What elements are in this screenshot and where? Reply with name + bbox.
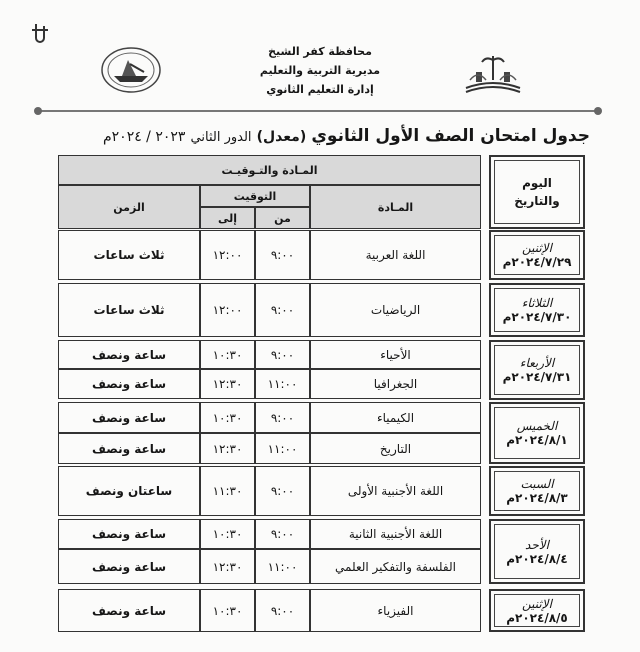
header-from-label: من	[274, 211, 291, 225]
to-cell	[200, 466, 255, 516]
duration-cell-text: ساعة ونصف	[91, 603, 167, 618]
day-name: الخميس	[516, 419, 558, 433]
to-cell-text: ١٢:٠٠	[212, 303, 243, 317]
from-cell	[255, 519, 310, 549]
governorate-logo-icon	[458, 50, 528, 96]
subject-cell-text: الأحياء	[380, 347, 411, 362]
title-main: جدول امتحان الصف الأول الثانوي	[311, 126, 590, 146]
letterhead	[230, 42, 410, 99]
day-date-cell	[489, 466, 585, 516]
day-date-cell	[489, 230, 585, 280]
header-timing-label: التوقيت	[233, 189, 277, 203]
subject-cell-text: الفلسفة والتفكير العلمي	[335, 559, 456, 574]
subject-cell	[310, 549, 481, 584]
duration-cell	[58, 549, 200, 584]
subject-cell-text: الفيزياء	[377, 603, 414, 618]
day-name: الإثنين	[522, 241, 552, 255]
from-cell	[255, 466, 310, 516]
header-timing	[200, 185, 310, 207]
from-cell	[255, 283, 310, 337]
duration-cell	[58, 230, 200, 280]
duration-cell-text: ساعة ونصف	[91, 347, 167, 362]
from-cell-text: ٩:٠٠	[270, 527, 295, 541]
department-name: إدارة التعليم الثانوي	[266, 83, 374, 96]
day-date-cell	[489, 519, 585, 584]
duration-cell-text: ثلاث ساعات	[93, 303, 165, 317]
exam-date: ٢٠٢٤/٨/٣م	[506, 491, 568, 505]
to-cell	[200, 519, 255, 549]
day-name: الإثنين	[522, 596, 552, 611]
subject-cell	[310, 369, 481, 399]
from-cell	[255, 369, 310, 399]
header-subject	[310, 185, 481, 229]
page-title	[70, 126, 590, 146]
exam-date: ٢٠٢٤/٧/٢٩م	[502, 255, 572, 269]
subject-cell-text: التاريخ	[379, 441, 412, 456]
subject-cell	[310, 230, 481, 280]
duration-cell	[58, 340, 200, 369]
from-cell	[255, 589, 310, 632]
day-name: الأحد	[525, 537, 549, 552]
header-divider	[38, 110, 598, 112]
to-cell-text: ١١:٣٠	[212, 484, 243, 498]
subject-cell-text: اللغة الأجنبية الأولى	[347, 484, 444, 498]
title-round: الدور الثاني	[190, 130, 252, 145]
header-group-label: المـادة والتـوقيـت	[221, 163, 318, 177]
day-date-cell	[489, 589, 585, 632]
from-cell-text: ١١:٠٠	[267, 559, 298, 574]
subject-cell	[310, 519, 481, 549]
header-duration	[58, 185, 200, 229]
day-name: الثلاثاء	[521, 296, 553, 310]
header-from	[255, 207, 310, 229]
duration-cell	[58, 369, 200, 399]
duration-cell-text: ساعتان ونصف	[85, 484, 173, 498]
governorate-name: محافظة كفر الشيخ	[268, 45, 372, 58]
from-cell	[255, 549, 310, 584]
subject-cell-text: الرياضيات	[370, 303, 421, 317]
subject-cell	[310, 340, 481, 369]
duration-cell	[58, 402, 200, 433]
header-date-label: والتاريخ	[514, 194, 560, 208]
from-cell	[255, 433, 310, 464]
subject-cell-text: الجغرافيا	[373, 377, 418, 391]
day-date-cell	[489, 283, 585, 337]
subject-cell-text: اللغة العربية	[365, 248, 426, 262]
duration-cell	[58, 466, 200, 516]
header-subject-timing-group	[58, 155, 481, 185]
duration-cell-text: ثلاث ساعات	[93, 248, 165, 262]
from-cell-text: ٩:٠٠	[270, 303, 295, 317]
directorate-name: مديرية التربية والتعليم	[259, 64, 381, 77]
from-cell-text: ١١:٠٠	[267, 377, 298, 391]
duration-cell	[58, 433, 200, 464]
duration-cell	[58, 283, 200, 337]
to-cell	[200, 549, 255, 584]
to-cell-text: ١٠:٣٠	[212, 347, 243, 362]
to-cell	[200, 589, 255, 632]
header-to-label: إلى	[217, 211, 238, 225]
exam-date: ٢٠٢٤/٨/٤م	[506, 551, 568, 566]
ministry-logo-icon	[100, 46, 162, 94]
subject-cell	[310, 466, 481, 516]
to-cell	[200, 433, 255, 464]
duration-cell-text: ساعة ونصف	[91, 441, 167, 456]
from-cell	[255, 340, 310, 369]
exam-date: ٢٠٢٤/٨/٥م	[506, 610, 568, 625]
exam-date: ٢٠٢٤/٧/٣١م	[502, 370, 572, 384]
to-cell-text: ١٢:٣٠	[212, 441, 243, 456]
day-name: السبت	[520, 477, 554, 491]
to-cell	[200, 402, 255, 433]
header-day-label: اليوم	[522, 176, 552, 190]
to-cell	[200, 369, 255, 399]
exam-date: ٢٠٢٤/٨/١م	[506, 433, 568, 447]
from-cell-text: ٩:٠٠	[270, 410, 295, 425]
duration-cell-text: ساعة ونصف	[91, 377, 167, 391]
exam-date: ٢٠٢٤/٧/٣٠م	[502, 310, 572, 324]
to-cell-text: ١٢:٣٠	[212, 559, 243, 574]
day-date-cell	[489, 340, 585, 400]
duration-cell-text: ساعة ونصف	[91, 410, 167, 425]
from-cell	[255, 402, 310, 433]
paperclip-icon	[30, 20, 50, 46]
from-cell-text: ١١:٠٠	[267, 441, 298, 456]
subject-cell	[310, 433, 481, 464]
subject-cell	[310, 402, 481, 433]
subject-cell-text: اللغة الأجنبية الثانية	[348, 527, 443, 541]
subject-cell	[310, 589, 481, 632]
subject-cell	[310, 283, 481, 337]
to-cell-text: ١٠:٣٠	[212, 527, 243, 541]
header-subject-label: المـادة	[377, 200, 414, 214]
duration-cell	[58, 519, 200, 549]
from-cell	[255, 230, 310, 280]
to-cell-text: ١٢:٠٠	[212, 248, 243, 262]
to-cell	[200, 340, 255, 369]
header-day-date	[489, 155, 585, 229]
day-date-cell	[489, 402, 585, 464]
duration-cell-text: ساعة ونصف	[91, 527, 167, 541]
to-cell-text: ١٠:٣٠	[212, 410, 243, 425]
from-cell-text: ٩:٠٠	[270, 484, 295, 498]
to-cell	[200, 230, 255, 280]
to-cell	[200, 283, 255, 337]
header-to	[200, 207, 255, 229]
from-cell-text: ٩:٠٠	[270, 248, 295, 262]
to-cell-text: ١٠:٣٠	[212, 603, 243, 618]
subject-cell-text: الكيمياء	[376, 410, 415, 425]
from-cell-text: ٩:٠٠	[270, 603, 295, 618]
to-cell-text: ١٢:٣٠	[212, 377, 243, 391]
title-year: ٢٠٢٣ / ٢٠٢٤م	[102, 129, 186, 145]
day-name: الأربعاء	[519, 356, 555, 370]
title-mode: (معدل)	[256, 129, 307, 145]
header-duration-label: الزمن	[113, 200, 145, 214]
duration-cell-text: ساعة ونصف	[91, 559, 167, 574]
from-cell-text: ٩:٠٠	[270, 347, 295, 362]
duration-cell	[58, 589, 200, 632]
